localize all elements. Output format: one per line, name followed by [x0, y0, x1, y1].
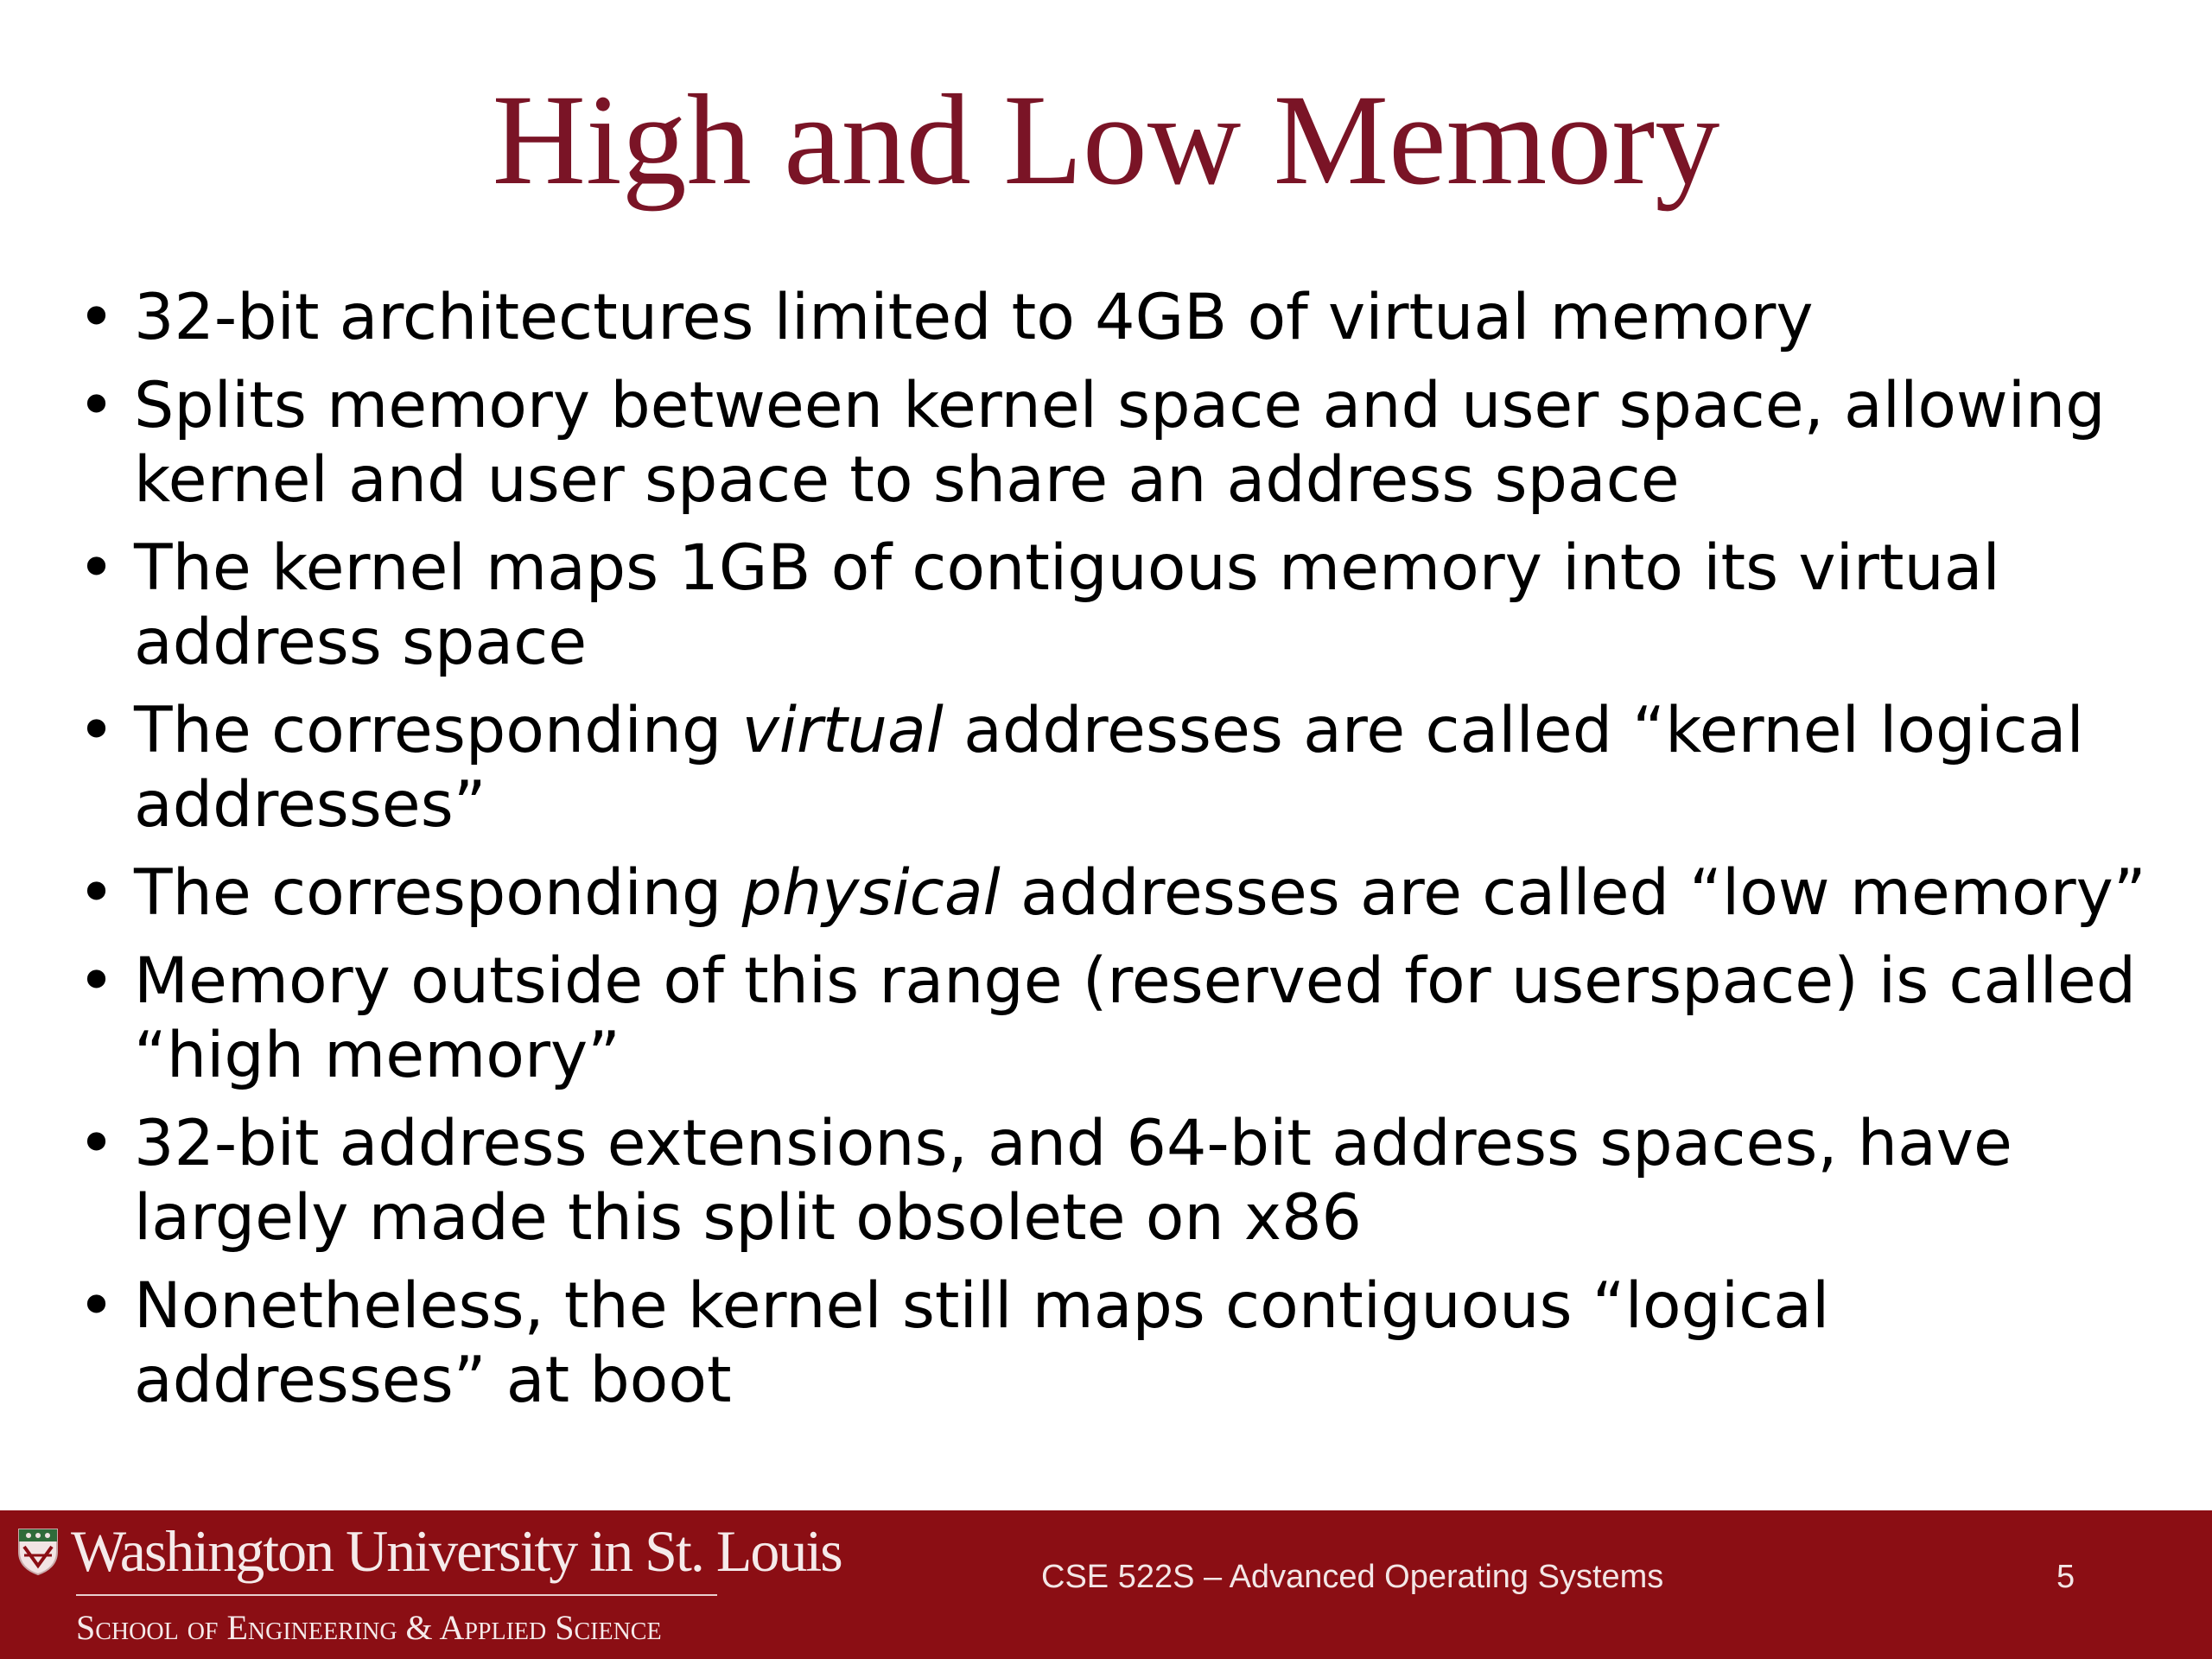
bullet-text-before: The corresponding [134, 856, 742, 930]
bullet-text: 32-bit architectures limited to 4GB of virtual memory [134, 281, 1814, 354]
course-name: CSE 522S – Advanced Operating Systems [1041, 1559, 1664, 1595]
school-name: School of Engineering & Applied Science [76, 1608, 662, 1647]
bullet-text: The kernel maps 1GB of contiguous memory into its virtual address space [134, 531, 2000, 679]
bullet-item [69, 1107, 2177, 1255]
bullet-text: 32-bit address extensions, and 64-bit address spaces, have largely made this split obsolete on x86 [134, 1107, 2012, 1255]
logo-divider [76, 1594, 717, 1596]
university-name: Washington University in St. Louis [71, 1518, 842, 1584]
university-seal-icon [16, 1526, 60, 1576]
bullet-item [69, 1269, 2177, 1418]
bullet-icon: • [78, 856, 116, 930]
bullet-item [69, 694, 2177, 842]
bullet-text-before: The corresponding [134, 694, 742, 767]
footer-bar [0, 1510, 2212, 1659]
bullet-emphasis: virtual [741, 694, 944, 767]
bullet-item [69, 369, 2177, 518]
bullet-item [69, 944, 2177, 1093]
bullet-icon: • [78, 531, 116, 605]
page-number: 5 [2056, 1559, 2075, 1595]
bullet-icon: • [78, 1107, 116, 1180]
bullet-text: Nonetheless, the kernel still maps contiguous “logical addresses” at boot [134, 1269, 1830, 1417]
bullet-icon: • [78, 1269, 116, 1343]
bullet-icon: • [78, 369, 116, 442]
bullet-text-after: addresses are called “low memory” [1000, 856, 2146, 930]
bullet-icon: • [78, 944, 116, 1018]
bullet-item [69, 281, 2177, 355]
bullet-list [69, 281, 2177, 1432]
bullet-icon: • [78, 694, 116, 767]
bullet-text: Memory outside of this range (reserved for userspace) is called “high memory” [134, 944, 2137, 1092]
slide-title: High and Low Memory [492, 68, 1720, 212]
bullet-text-after: addresses are called “kernel logical addresses” [134, 694, 2084, 842]
bullet-icon: • [78, 281, 116, 354]
bullet-emphasis: physical [741, 856, 1001, 930]
bullet-item [69, 531, 2177, 680]
bullet-item [69, 856, 2177, 931]
bullet-text: Splits memory between kernel space and user space, allowing kernel and user space to share an address space [134, 369, 2106, 517]
